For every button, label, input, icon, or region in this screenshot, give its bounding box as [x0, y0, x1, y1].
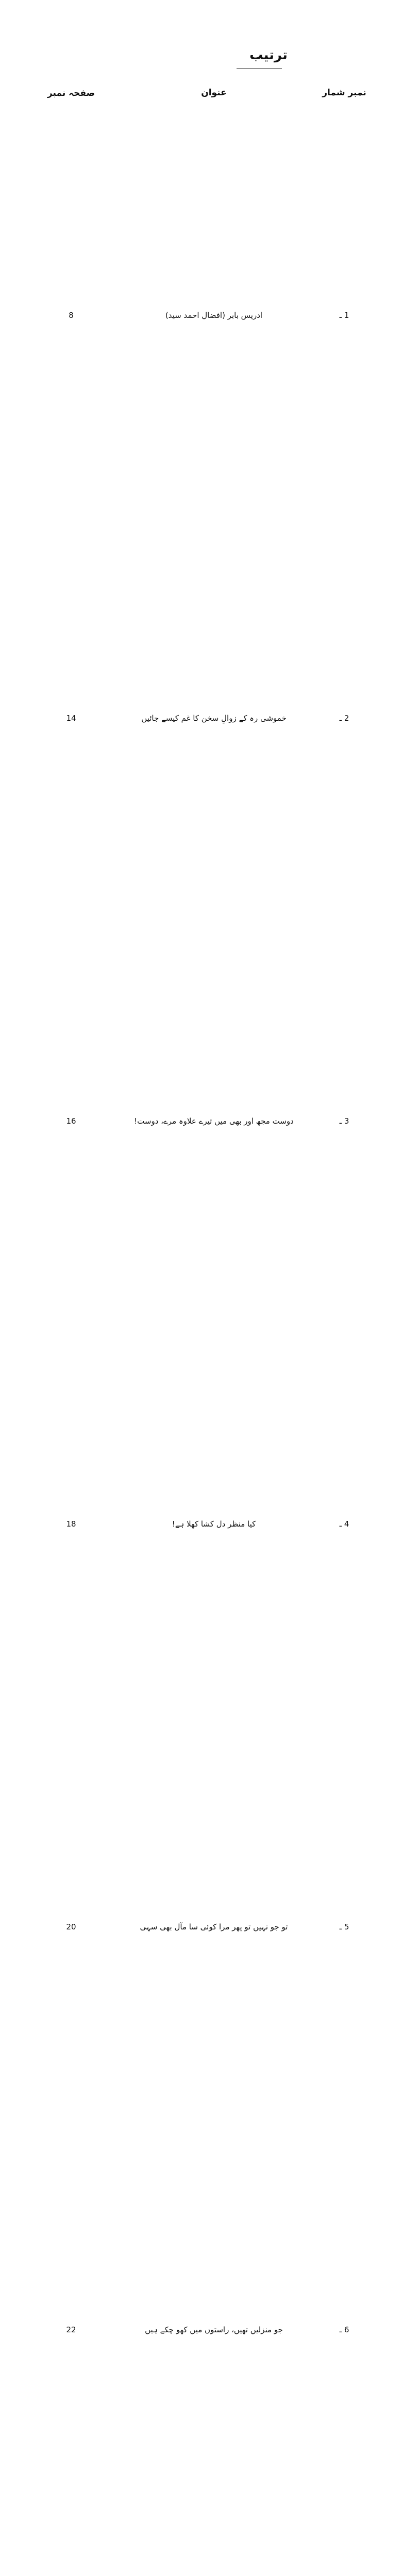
- toc-table: [37, 88, 366, 2576]
- table-header-row: [37, 88, 366, 114]
- row-page: 14: [66, 713, 76, 723]
- row-serial: 2 ـ: [339, 713, 349, 723]
- column-header-title: عنوان: [201, 88, 227, 98]
- table-row: [37, 2531, 366, 2576]
- page-title: ترتیب: [249, 47, 288, 63]
- row-title: دوست مجھ اور بھی میں تیرے علاوہ مرے، دوست!: [134, 1116, 294, 1126]
- row-page: 20: [66, 1922, 76, 1931]
- row-serial: 3 ـ: [339, 1116, 349, 1126]
- row-serial: 5 ـ: [339, 1922, 349, 1931]
- row-page: 16: [66, 1116, 76, 1126]
- column-header-serial: نمبر شمار: [322, 88, 366, 98]
- row-page: 22: [66, 2325, 76, 2334]
- table-row: [37, 1725, 366, 2128]
- row-title: تو جو نہیں تو پھر مرا کوئی سا مآل بھی سہی: [140, 1922, 288, 1931]
- table-of-contents: [0, 88, 403, 2576]
- row-serial: 6 ـ: [339, 2325, 349, 2334]
- row-title: [106, 2531, 322, 2576]
- row-serial: 4 ـ: [339, 1519, 349, 1529]
- row-page: 18: [66, 1519, 76, 1529]
- table-row: [37, 1323, 366, 1725]
- row-title: ادریس بابر (افضال احمد سید): [165, 310, 263, 320]
- table-row: [37, 2128, 366, 2531]
- row-title: خموشی رہ کے زوالِ سخن کا غم کیسے جائیں: [141, 713, 287, 723]
- column-header-page: صفحہ نمبر: [47, 88, 95, 98]
- toc-body: [37, 114, 366, 2576]
- row-title: جو منزلیں تھیں، راستوں میں کھو چکے ہیں: [145, 2325, 283, 2334]
- row-serial: [322, 2531, 366, 2576]
- row-serial: 1 ـ: [339, 310, 349, 320]
- row-title: کیا منظر دل کشا کھلا ہے!: [172, 1519, 256, 1529]
- table-row: [37, 517, 366, 920]
- table-row: [37, 114, 366, 517]
- row-page: 8: [69, 310, 74, 320]
- row-page: [37, 2531, 106, 2576]
- table-row: [37, 920, 366, 1323]
